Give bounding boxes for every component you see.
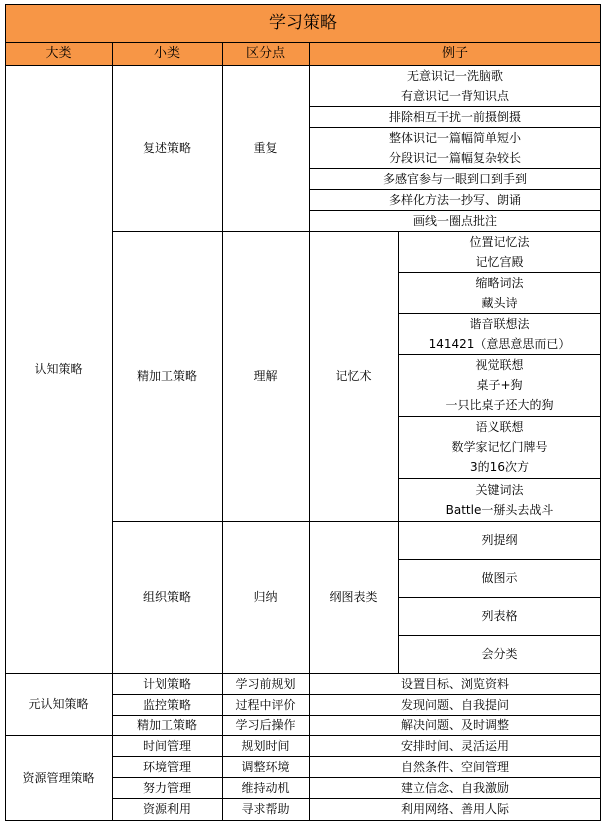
- header-subcategory: 小类: [112, 42, 222, 65]
- category-resource-management: 资源管理策略: [22, 770, 95, 785]
- example-line: 记忆宫殿: [475, 254, 524, 269]
- metacognitive-sub: 计划策略: [142, 676, 191, 691]
- organization-example: 列表格: [481, 609, 518, 623]
- row-divider: [5, 42, 601, 43]
- example-line: 位置记忆法: [469, 234, 530, 249]
- row-divider: [398, 272, 601, 273]
- column-divider: [112, 42, 113, 821]
- resource-sub: 时间管理: [142, 738, 191, 753]
- organization-example: 做图示: [481, 571, 518, 585]
- elaboration-example: [398, 313, 601, 354]
- example-line: 缩略词法: [475, 275, 524, 290]
- column-divider: [222, 42, 223, 821]
- metacognitive-sub: 精加工策略: [136, 718, 197, 732]
- example-line: 语义联想: [475, 420, 524, 434]
- key-point-elaboration: 理解: [253, 369, 278, 383]
- rehearsal-example: [309, 168, 601, 189]
- category-cognitive: 认知策略: [34, 362, 83, 376]
- example-line: 多样化方法一抄写、朗诵: [388, 192, 521, 207]
- subcategory-organization: 组织策略: [142, 590, 191, 604]
- row-divider: [309, 210, 601, 211]
- metacognitive-example: 设置目标、浏览资料: [400, 676, 509, 691]
- rehearsal-example: [309, 127, 601, 168]
- row-divider: [309, 106, 601, 107]
- table-border: [5, 4, 6, 821]
- example-line: 分段识记一篇幅复杂较长: [388, 150, 521, 165]
- row-divider: [398, 559, 601, 560]
- metacognitive-point: 过程中评价: [235, 697, 296, 712]
- header-examples: 例子: [309, 42, 601, 65]
- rehearsal-example: [309, 106, 601, 127]
- subcategory-rehearsal: 复述策略: [142, 141, 191, 155]
- row-divider: [309, 189, 601, 190]
- row-divider: [112, 715, 601, 716]
- metacognitive-sub: 监控策略: [142, 697, 191, 712]
- example-line: 谐音联想法: [469, 316, 530, 331]
- row-divider: [398, 478, 601, 479]
- rehearsal-example: [309, 210, 601, 231]
- table-border: [5, 820, 601, 821]
- key-point-organization: 归纳: [253, 590, 278, 604]
- metacognitive-example: 解决问题、及时调整: [400, 718, 509, 732]
- metacognitive-point: 学习后操作: [235, 718, 296, 732]
- column-divider: [309, 42, 310, 821]
- resource-sub: 环境管理: [142, 759, 191, 774]
- header-key-point: 区分点: [222, 42, 309, 65]
- row-divider: [398, 597, 601, 598]
- resource-point: 调整环境: [241, 759, 290, 774]
- header-category: 大类: [5, 42, 112, 65]
- elaboration-example: [398, 354, 601, 416]
- column-divider: [398, 231, 399, 673]
- row-divider: [112, 694, 601, 695]
- row-divider: [309, 127, 601, 128]
- example-line: Battle一掰头去战斗: [445, 502, 554, 517]
- example-line: 画线一圈点批注: [412, 213, 497, 228]
- example-line: 桌子+狗: [476, 378, 523, 392]
- rehearsal-example: [309, 65, 601, 106]
- resource-point: 寻求帮助: [241, 802, 290, 816]
- example-line: 数学家记忆门牌号: [451, 440, 548, 454]
- elaboration-example: [398, 231, 601, 272]
- key-point-rehearsal: 重复: [253, 141, 278, 155]
- rehearsal-example: [309, 189, 601, 210]
- metacognitive-example: 发现问题、自我提问: [400, 697, 509, 712]
- table-title: 学习策略: [5, 4, 601, 42]
- row-divider: [112, 521, 601, 522]
- row-divider: [398, 635, 601, 636]
- row-divider: [309, 168, 601, 169]
- method-outline-diagram: 纲图表类: [329, 590, 378, 604]
- category-metacognitive: 元认知策略: [28, 697, 89, 711]
- row-divider: [398, 416, 601, 417]
- learning-strategy-table: [5, 4, 601, 822]
- resource-point: 规划时间: [241, 738, 290, 753]
- table-border: [5, 4, 601, 5]
- row-divider: [5, 735, 601, 736]
- row-divider: [112, 231, 601, 232]
- resource-example: 安排时间、灵活运用: [400, 738, 509, 753]
- resource-example: 利用网络、善用人际: [400, 802, 509, 816]
- row-divider: [398, 354, 601, 355]
- row-divider: [112, 798, 601, 799]
- example-line: 一只比桌子还大的狗: [445, 398, 554, 412]
- row-divider: [398, 313, 601, 314]
- elaboration-example: [398, 478, 601, 521]
- method-mnemonics: 记忆术: [335, 369, 372, 383]
- example-line: 关键词法: [475, 482, 524, 497]
- example-line: 排除相互干扰一前摄倒摄: [388, 109, 521, 124]
- resource-example: 建立信念、自我激励: [400, 780, 509, 795]
- elaboration-example: [398, 272, 601, 313]
- resource-point: 维持动机: [241, 780, 290, 795]
- example-line: 藏头诗: [481, 295, 518, 310]
- row-divider: [5, 65, 601, 66]
- row-divider: [5, 673, 601, 674]
- example-line: 3的16次方: [470, 460, 529, 474]
- resource-example: 自然条件、空间管理: [400, 759, 509, 774]
- example-line: 整体识记一篇幅简单短小: [388, 130, 521, 145]
- subcategory-elaboration: 精加工策略: [136, 369, 197, 383]
- organization-example: 列提纲: [481, 533, 518, 547]
- row-divider: [112, 756, 601, 757]
- example-line: 有意识记一背知识点: [400, 88, 509, 103]
- row-divider: [112, 777, 601, 778]
- organization-example: 会分类: [481, 647, 518, 661]
- example-line: 141421（意思意思而已）: [428, 336, 571, 351]
- resource-sub: 努力管理: [142, 780, 191, 795]
- example-line: 多感官参与一眼到口到手到: [382, 171, 527, 186]
- metacognitive-point: 学习前规划: [235, 676, 296, 691]
- elaboration-example: [398, 416, 601, 478]
- example-line: 视觉联想: [475, 358, 524, 372]
- resource-sub: 资源利用: [142, 802, 191, 816]
- example-line: 无意识记一洗脑歌: [406, 68, 503, 83]
